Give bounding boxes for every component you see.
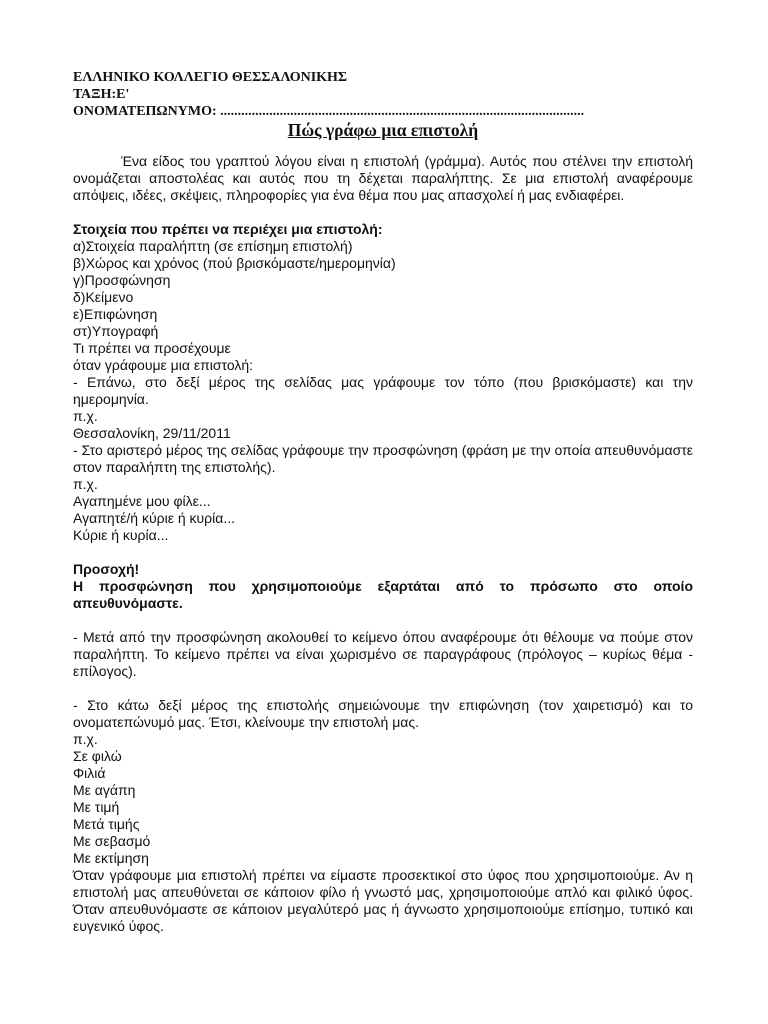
- elements-item: ε)Επιφώνηση: [73, 306, 158, 322]
- elements-item: στ)Υπογραφή: [73, 323, 159, 339]
- closing-example: Σε φιλώ: [73, 748, 122, 764]
- intro-paragraph: Ένα είδος του γραπτού λόγου είναι η επιστολή (γράμμα). Αυτός που στέλνει την επιστολή ονομάζεται αποστολέας και αυτός που τη δέχεται παραλήπτης. Σε μια επιστολή αναφέρουμε απόψεις, ιδέες, σκέψεις, πληροφορίες για ένα θέμα που μας απασχολεί ή μας ενδιαφέρει.: [73, 153, 693, 203]
- closing-rule: - Στο κάτω δεξί μέρος της επιστολής σημειώνουμε την επιφώνηση (τον χαιρετισμό) και το ονοματεπώνυμό μας. Έτσι, κλείνουμε την επιστολή μας.: [73, 697, 693, 730]
- example-label: π.χ.: [73, 408, 98, 424]
- attention-line: Τι πρέπει να προσέχουμε: [73, 340, 231, 356]
- greeting-example: Αγαπημένε μου φίλε...: [73, 493, 211, 509]
- greeting-rule: - Στο αριστερό μέρος της σελίδας γράφουμε την προσφώνηση (φράση με την οποία απευθυνόμαστε στον παραλήπτη της επιστολής).: [73, 442, 693, 475]
- closing-example: Μετά τιμής: [73, 816, 140, 832]
- elements-item: δ)Κείμενο: [73, 289, 134, 305]
- student-name-field: ΟΝΟΜΑΤΕΠΩΝΥΜΟ: ........................................................................................................: [73, 104, 585, 119]
- closing-example: Με τιμή: [73, 799, 120, 815]
- greeting-example: Αγαπητέ/ή κύριε ή κυρία...: [73, 510, 235, 526]
- closing-example: Φιλιά: [73, 765, 106, 781]
- attention-line: όταν γράφουμε μια επιστολή:: [73, 357, 254, 373]
- class-label: ΤΑΞΗ:Ε': [73, 87, 130, 102]
- text-rule: - Μετά από την προσφώνηση ακολουθεί το κείμενο όπου αναφέρουμε ότι θέλουμε να πούμε στον παραλήπτη. Το κείμενο πρέπει να είναι χωρισμένο σε παραγράφους (πρόλογος – κυρίως θέμα - επίλογος).: [73, 629, 693, 679]
- style-note: Όταν γράφουμε μια επιστολή πρέπει να είμαστε προσεκτικοί στο ύφος που χρησιμοποιούμε. Αν η επιστολή μας απευθύνεται σε κάποιον φίλο ή γνωστό μας, χρησιμοποιούμε απλό και φιλικό ύφος. Όταν απευθυνόμαστε σε κάποιον μεγαλύτερό μας ή άγνωστο χρησιμοποιούμε επίσημο, τυπικό και ευγενικό ύφος.: [73, 867, 693, 934]
- elements-heading: Στοιχεία που πρέπει να περιέχει μια επιστολή:: [73, 221, 383, 237]
- warning-text: Η προσφώνηση που χρησιμοποιούμε εξαρτάται από το πρόσωπο στο οποίο απευθυνόμαστε.: [73, 578, 693, 611]
- closing-example: Με σεβασμό: [73, 833, 151, 849]
- warning-title: Προσοχή!: [73, 561, 140, 577]
- elements-item: α)Στοιχεία παραλήπτη (σε επίσημη επιστολή): [73, 238, 353, 254]
- document-header: [73, 69, 703, 120]
- place-example: Θεσσαλονίκη, 29/11/2011: [73, 425, 231, 441]
- example-label: π.χ.: [73, 476, 98, 492]
- closing-example: Με αγάπη: [73, 782, 136, 798]
- greeting-example: Κύριε ή κυρία...: [73, 527, 169, 543]
- school-name: ΕΛΛΗΝΙΚΟ ΚΟΛΛΕΓΙΟ ΘΕΣΣΑΛΟΝΙΚΗΣ: [73, 70, 348, 85]
- document-body: [73, 153, 693, 935]
- document-title: Πώς γράφω μια επιστολή: [287, 120, 479, 140]
- elements-item: β)Χώρος και χρόνος (πού βρισκόμαστε/ημερομηνία): [73, 255, 396, 271]
- example-label: π.χ.: [73, 731, 98, 747]
- closing-example: Με εκτίμηση: [73, 850, 149, 866]
- elements-item: γ)Προσφώνηση: [73, 272, 171, 288]
- place-rule: - Επάνω, στο δεξί μέρος της σελίδας μας γράφουμε τον τόπο (που βρισκόμαστε) και την ημερομηνία.: [73, 374, 693, 407]
